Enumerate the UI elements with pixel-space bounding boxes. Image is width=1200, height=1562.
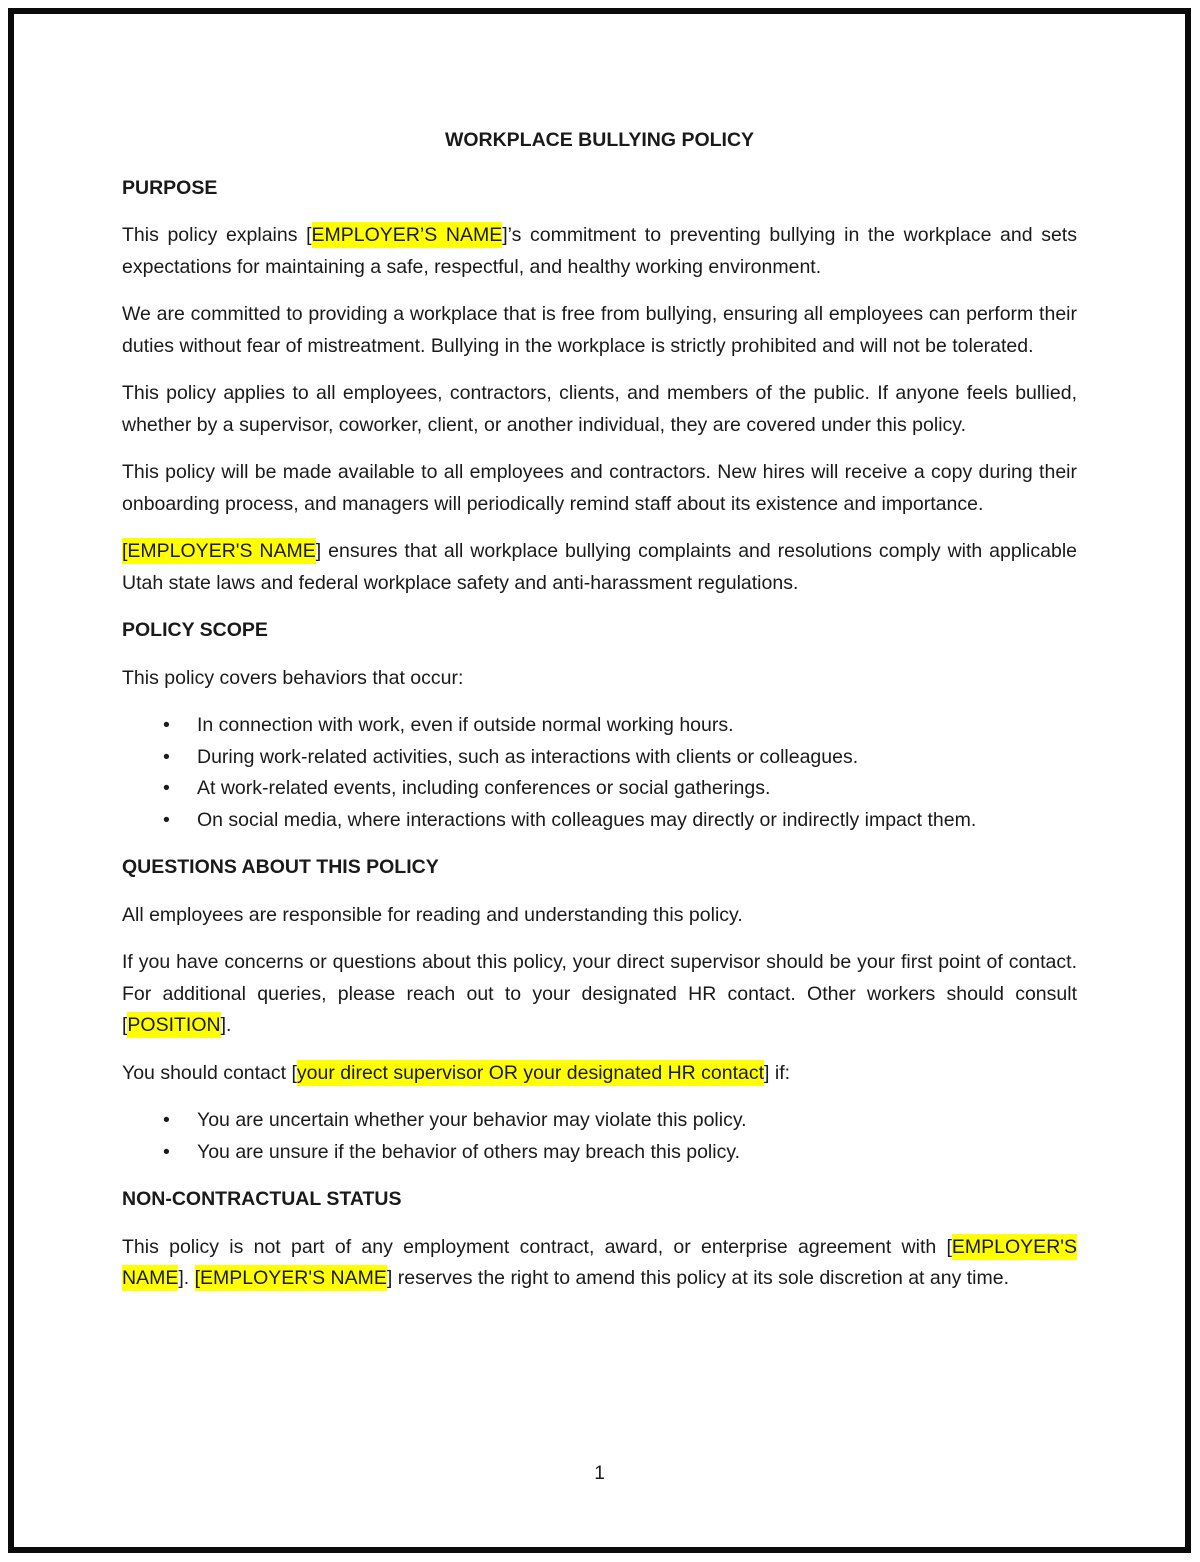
list-item	[122, 710, 1077, 742]
text-segment: This policy is not part of any employment contract, award, or enterprise agreement with [	[122, 1235, 952, 1258]
text-segment: This policy explains [	[122, 224, 312, 246]
bullet-list-scope	[122, 710, 1077, 836]
paragraph-purpose-5	[122, 536, 1077, 599]
text-segment: ]’s commitment to preventing bullying in the workplace and sets expectations for maintaining a safe, respectful, and healthy working environment.	[122, 224, 1077, 278]
list-item-text: You are unsure if the behavior of others may breach this policy.	[197, 1140, 741, 1163]
text-segment: If you have concerns or questions about this policy, your direct supervisor should be your first point of contact. For additional queries, please reach out to your designated HR contact. Other workers should consult [	[122, 951, 1077, 1036]
heading-non-contractual-status: NON-CONTRACTUAL STATUS	[122, 1188, 402, 1210]
list-item-text: On social media, where interactions with colleagues may directly or indirectly impact them.	[197, 808, 977, 831]
list-item	[122, 773, 1077, 805]
highlight-position: POSITION	[127, 1014, 221, 1036]
text-segment: ] reserves the right to amend this policy at its sole discretion at any time.	[386, 1267, 1010, 1289]
list-item	[122, 1137, 1077, 1169]
paragraph-questions-3	[122, 1058, 1077, 1090]
bullet-icon: •	[163, 777, 170, 799]
bullet-icon: •	[163, 1109, 170, 1131]
text-segment: ] ensures that all workplace bullying complaints and resolutions comply with applicable Utah state laws and federal workplace safety and anti-harassment regulations.	[122, 540, 1077, 594]
list-item	[122, 805, 1077, 837]
text-segment: ].	[178, 1267, 195, 1289]
paragraph-purpose-3: This policy applies to all employees, contractors, clients, and members of the public. If anyone feels bullied, whether by a supervisor, coworker, client, or another individual, they are covered under this policy.	[122, 382, 1077, 436]
list-item	[122, 1105, 1077, 1137]
highlight-employers-name: [EMPLOYER'S NAME	[122, 540, 316, 562]
text-segment: ] if:	[764, 1061, 791, 1084]
highlight-contact-options: your direct supervisor OR your designated HR contact	[296, 1061, 765, 1084]
highlight-employers-name: EMPLOYER’S NAME	[311, 224, 503, 246]
page-number: 1	[594, 1463, 605, 1484]
list-item-text: During work-related activities, such as interactions with clients or colleagues.	[197, 745, 859, 768]
paragraph-non-contractual-1	[122, 1232, 1077, 1295]
heading-purpose: PURPOSE	[122, 176, 218, 199]
heading-policy-scope: POLICY SCOPE	[122, 619, 268, 641]
paragraph-purpose-4: This policy will be made available to all employees and contractors. New hires will receive a copy during their onboarding process, and managers will periodically remind staff about its existence and importance.	[122, 461, 1077, 515]
bullet-icon: •	[163, 1140, 170, 1163]
document-page	[14, 14, 1185, 1547]
paragraph-scope-intro: This policy covers behaviors that occur:	[122, 666, 464, 689]
highlight-employers-name: EMPLOYER'S NAME	[122, 1235, 1077, 1289]
text-segment: You should contact [	[122, 1061, 297, 1084]
bullet-icon: •	[163, 714, 170, 736]
list-item-text: At work-related events, including conferences or social gatherings.	[197, 777, 771, 799]
paragraph-purpose-1	[122, 220, 1077, 283]
paragraph-questions-2	[122, 947, 1077, 1042]
page-border	[8, 8, 1191, 1553]
list-item	[122, 742, 1077, 774]
heading-questions: QUESTIONS ABOUT THIS POLICY	[122, 856, 439, 878]
list-item-text: In connection with work, even if outside normal working hours.	[197, 714, 734, 736]
paragraph-questions-1: All employees are responsible for reading and understanding this policy.	[122, 903, 743, 926]
document-title: WORKPLACE BULLYING POLICY	[444, 129, 755, 151]
bullet-icon: •	[163, 745, 170, 768]
text-segment: ].	[220, 1014, 232, 1036]
highlight-employers-name: [EMPLOYER'S NAME	[194, 1267, 387, 1289]
paragraph-purpose-2: We are committed to providing a workplace that is free from bullying, ensuring all employees can perform their duties without fear of mistreatment. Bullying in the workplace is strictly prohibited and will not be tolerated.	[122, 303, 1077, 357]
bullet-list-contact	[122, 1105, 1077, 1168]
bullet-icon: •	[163, 808, 170, 831]
list-item-text: You are uncertain whether your behavior may violate this policy.	[197, 1109, 747, 1131]
